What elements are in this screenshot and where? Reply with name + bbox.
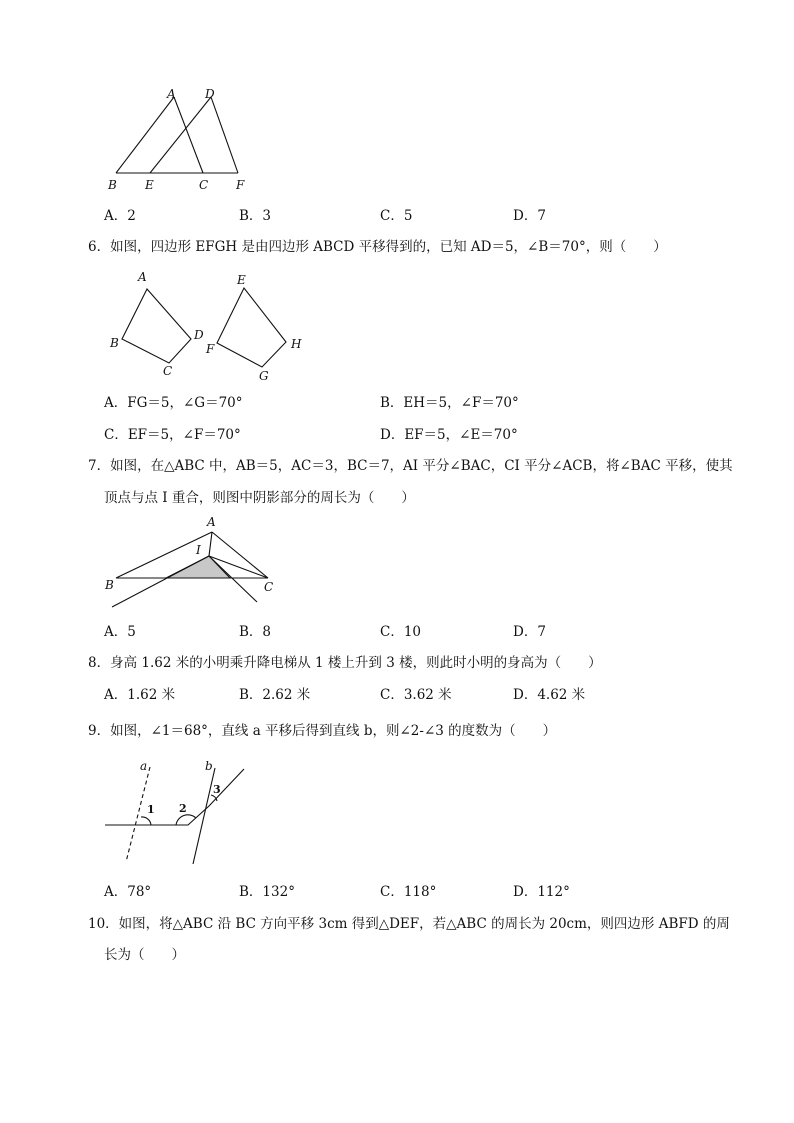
q6-label-C: C xyxy=(163,364,173,378)
q6-figure xyxy=(100,264,320,388)
q10-stem-line2: 长为（ ） xyxy=(104,947,185,963)
q7-stem-line1: 7．如图，在△ABC 中，AB＝5，AC＝3，BC＝7，AI 平分∠BAC，CI 平分∠ACB，将∠BAC 平移，使其 xyxy=(88,458,733,474)
q6-label-F: F xyxy=(206,342,215,356)
q8-option-d: D．4.62 米 xyxy=(513,687,586,703)
q7-figure xyxy=(100,512,290,616)
q7-line-AI xyxy=(209,532,212,556)
q9-angle-arc-1 xyxy=(141,817,151,825)
q9-line-b xyxy=(193,768,215,864)
q6-label-B: B xyxy=(110,336,119,350)
q5-line-AC xyxy=(174,97,203,173)
q6-label-H: H xyxy=(291,337,302,351)
q6-option-a: A．FG＝5，∠G＝70° xyxy=(104,395,243,411)
q5-option-c: C．5 xyxy=(380,208,413,224)
q6-stem: 6．如图，四边形 EFGH 是由四边形 ABCD 平移得到的，已知 AD＝5，∠B＝70°，则（ ） xyxy=(88,239,667,255)
q6-label-A: A xyxy=(138,270,147,284)
q6-option-b: B．EH＝5，∠F＝70° xyxy=(380,395,519,411)
q5-option-b: B．3 xyxy=(239,208,272,224)
q7-label-A: A xyxy=(207,515,216,529)
q9-option-a: A．78° xyxy=(104,884,152,900)
q9-label-a: a xyxy=(140,759,148,773)
q6-label-E: E xyxy=(237,273,246,287)
q6-quad-ABCD xyxy=(122,289,191,363)
q9-figure xyxy=(100,754,260,870)
q9-label-b: b xyxy=(205,759,213,773)
q5-option-d: D．7 xyxy=(513,208,546,224)
q9-option-b: B．132° xyxy=(239,884,295,900)
q6-option-d: D．EF＝5，∠E＝70° xyxy=(380,427,518,443)
q6-label-G: G xyxy=(259,369,269,383)
q5-label-D: D xyxy=(205,87,215,101)
q10-stem-line1: 10．如图，将△ABC 沿 BC 方向平移 3cm 得到△DEF，若△ABC 的周长为 20cm，则四边形 ABFD 的周 xyxy=(88,916,730,932)
q6-label-D: D xyxy=(194,328,204,342)
q7-option-c: C．10 xyxy=(380,624,422,640)
q9-option-c: C．118° xyxy=(380,884,437,900)
q7-option-b: B．8 xyxy=(239,624,272,640)
q5-option-a: A．2 xyxy=(104,208,136,224)
q8-stem: 8．身高 1.62 米的小明乘升降电梯从 1 楼上升到 3 楼，则此时小明的身高为（ ） xyxy=(88,655,602,671)
q5-line-AB xyxy=(116,97,174,173)
q7-label-I: I xyxy=(196,543,201,557)
q7-stem-line2: 顶点与点 I 重合，则图中阴影部分的周长为（ ） xyxy=(104,490,415,506)
q7-label-B: B xyxy=(105,578,114,592)
q6-quad-EFGH xyxy=(217,288,286,367)
q7-option-d: D．7 xyxy=(513,624,546,640)
q5-label-E: E xyxy=(145,178,154,192)
q8-option-a: A．1.62 米 xyxy=(104,687,176,703)
q5-figure xyxy=(100,82,260,194)
q9-option-d: D．112° xyxy=(513,884,570,900)
q5-line-DE xyxy=(150,97,211,173)
q9-label-angle-1: 1 xyxy=(147,803,155,816)
q6-option-c: C．EF＝5，∠F＝70° xyxy=(104,427,241,443)
q5-line-DF xyxy=(211,97,238,173)
q5-label-C: C xyxy=(199,178,209,192)
q8-option-b: B．2.62 米 xyxy=(239,687,311,703)
q9-stem: 9．如图，∠1＝68°，直线 a 平移后得到直线 b，则∠2-∠3 的度数为（ ） xyxy=(88,723,557,739)
q7-translated-side-left xyxy=(112,556,209,607)
q7-label-C: C xyxy=(264,580,274,594)
q9-label-angle-3: 3 xyxy=(213,783,221,796)
q7-option-a: A．5 xyxy=(104,624,136,640)
q5-label-B: B xyxy=(108,178,117,192)
q5-label-F: F xyxy=(236,178,245,192)
q5-label-A: A xyxy=(167,87,176,101)
q8-option-c: C．3.62 米 xyxy=(380,687,452,703)
q9-label-angle-2: 2 xyxy=(179,802,187,815)
q9-broken-line xyxy=(105,769,244,825)
